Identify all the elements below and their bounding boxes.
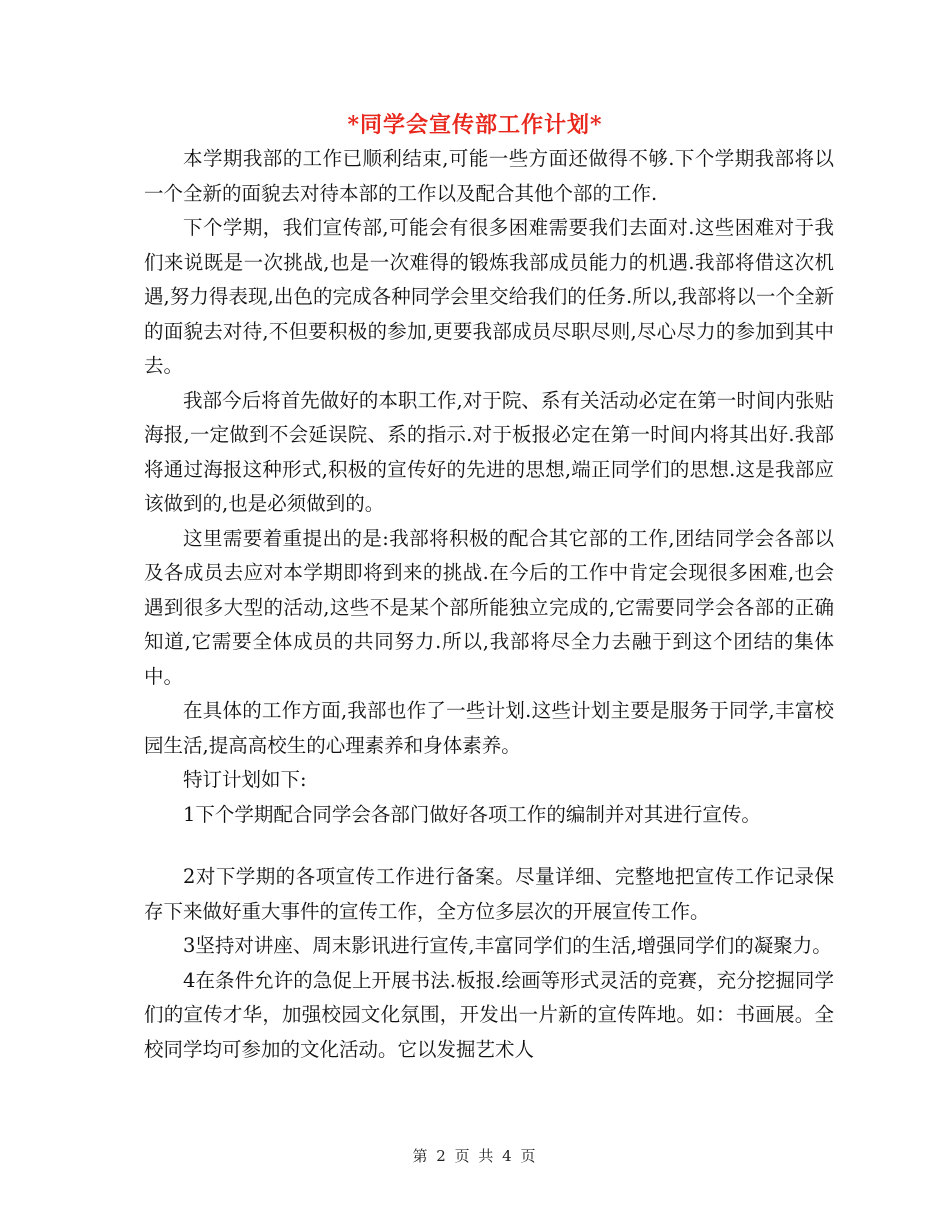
paragraph-5: 在具体的工作方面,我部也作了一些计划.这些计划主要是服务于同学,丰富校园生活,提高高校生的心理素养和身体素养。 bbox=[144, 699, 834, 757]
page-number-footer: 第 2 页 共 4 页 bbox=[412, 1147, 538, 1165]
list-item-4: 4在条件允许的急促上开展书法.板报.绘画等形式灵活的竞赛，充分挖掘同学们的宣传才华，加强校园文化氛围，开发出一片新的宣传阵地。如：书画展。全校同学均可参加的文化活动。它以发掘艺术人 bbox=[144, 968, 834, 1061]
document-title: *同学会宣传部工作计划* bbox=[347, 112, 603, 138]
list-item-1: 1下个学期配合同学会各部门做好各项工作的编制并对其进行宣传。 bbox=[183, 802, 761, 826]
list-item-3: 3坚持对讲座、周末影讯进行宣传,丰富同学们的生活,增强同学们的凝聚力。 bbox=[183, 934, 832, 957]
paragraph-1: 本学期我部的工作已顺利结束,可能一些方面还做得不够.下个学期我部将以一个全新的面貌去对待本部的工作以及配合其他个部的工作. bbox=[144, 147, 834, 205]
paragraph-4: 这里需要着重提出的是:我部将积极的配合其它部的工作,团结同学会各部以及各成员去应对本学期即将到来的挑战.在今后的工作中肯定会现很多困难,也会遇到很多大型的活动,这些不是某个部所能独立完成的,它需要同学会各部的正确知道,它需要全体成员的共同努力.所以,我部将尽全力去融于到这个团结的集体中。 bbox=[144, 526, 834, 688]
list-item-2: 2对下学期的各项宣传工作进行备案。尽量详细、完整地把宣传工作记录保存下来做好重大事件的宣传工作，全方位多层次的开展宣传工作。 bbox=[144, 865, 834, 923]
paragraph-3: 我部今后将首先做好的本职工作,对于院、系有关活动必定在第一时间内张贴海报,一定做到不会延误院、系的指示.对于板报必定在第一时间内将其出好.我部将通过海报这种形式,积极的宣传好的先进的思想,端正同学们的思想.这是我部应该做到的,也是必须做到的。 bbox=[144, 388, 834, 515]
paragraph-6: 特订计划如下: bbox=[183, 768, 307, 791]
document-body bbox=[144, 142, 834, 1067]
paragraph-2: 下个学期，我们宣传部,可能会有很多困难需要我们去面对.这些困难对于我们来说既是一次挑战,也是一次难得的锻炼我部成员能力的机遇.我部将借这次机遇,努力得表现,出色的完成各种同学会里交给我们的任务.所以,我部将以一个全新的面貌去对待,不但要积极的参加,更要我部成员尽职尽则,尽心尽力的参加到其中去。 bbox=[144, 216, 834, 377]
